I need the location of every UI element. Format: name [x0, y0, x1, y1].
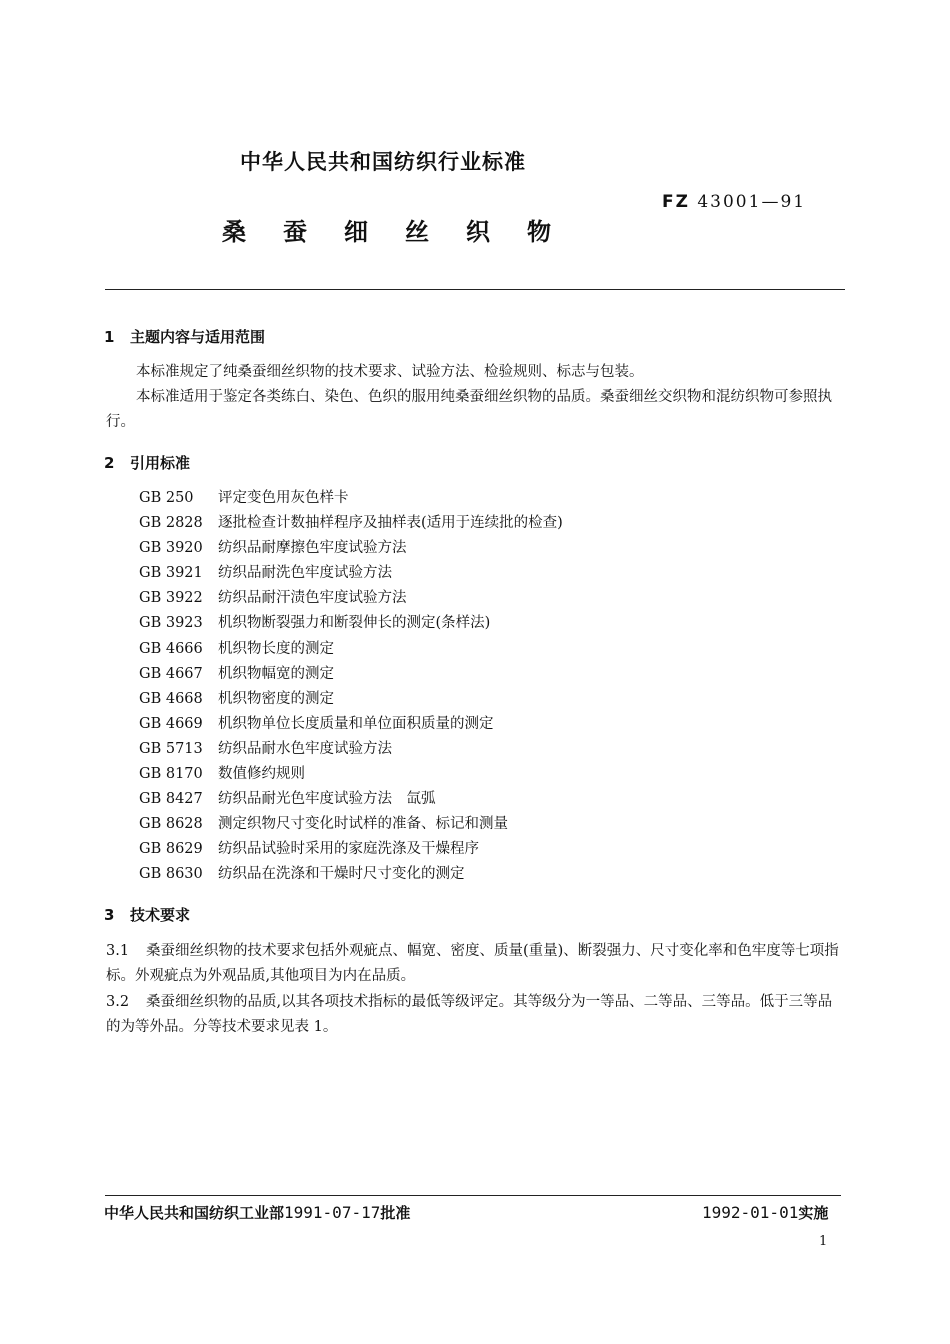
reference-list — [139, 486, 563, 888]
ref-code: GB 8628 — [139, 816, 203, 833]
org-title: 中华人民共和国纺织行业标准 — [240, 150, 526, 174]
clause-text: 桑蚕细丝织物的技术要求包括外观疵点、幅宽、密度、质量(重量)、断裂强力、尺寸变化率和色牢度等七项指标。外观疵点为外观品质,其他项目为内在品质。 — [106, 943, 839, 984]
approval-line — [104, 1202, 410, 1223]
section-number: 3 — [104, 906, 115, 924]
ref-code: GB 8630 — [139, 866, 203, 883]
standard-code-prefix: FZ — [662, 192, 690, 212]
section-title: 技术要求 — [130, 906, 191, 924]
clause-number: 3.2 — [106, 994, 130, 1010]
clause-3-2 — [106, 990, 844, 1040]
document-title: 桑蚕细丝织物 — [222, 218, 588, 246]
section-2-heading — [104, 452, 190, 473]
effective-line — [702, 1202, 828, 1223]
section-number: 1 — [104, 328, 115, 346]
list-item — [139, 837, 563, 862]
clause-3-1 — [106, 939, 844, 989]
ref-code: GB 4666 — [139, 640, 203, 657]
list-item — [139, 511, 563, 536]
paragraph: 本标准适用于鉴定各类练白、染色、色织的服用纯桑蚕细丝织物的品质。桑蚕细丝交织物和混纺织物可参照执行。 — [106, 389, 832, 430]
paragraph: 本标准规定了纯桑蚕细丝织物的技术要求、试验方法、检验规则、标志与包装。 — [136, 364, 644, 380]
ref-code: GB 3923 — [139, 615, 203, 632]
list-item — [139, 762, 563, 787]
footer-divider — [105, 1195, 841, 1196]
section-title: 引用标准 — [130, 454, 191, 472]
ref-title: 纺织品耐洗色牢度试验方法 — [218, 565, 392, 582]
ref-code: GB 5713 — [139, 740, 203, 757]
issuer: 中华人民共和国纺织工业部 — [104, 1204, 285, 1222]
section-title: 主题内容与适用范围 — [130, 328, 266, 346]
section-3-heading — [104, 904, 190, 925]
ref-title: 纺织品在洗涤和干燥时尺寸变化的测定 — [218, 866, 465, 883]
ref-title: 评定变色用灰色样卡 — [218, 490, 349, 506]
approve-date: 1991-07-17 — [284, 1203, 381, 1222]
list-item — [139, 787, 563, 812]
standard-code-number: 43001—91 — [697, 192, 807, 212]
ref-code: GB 8629 — [139, 841, 203, 858]
ref-code: GB 8427 — [139, 791, 203, 808]
ref-code: GB 4669 — [139, 715, 203, 732]
clause-number: 3.1 — [106, 943, 130, 959]
ref-title: 测定织物尺寸变化时试样的准备、标记和测量 — [218, 816, 508, 833]
list-item — [139, 536, 563, 561]
ref-code: GB 3921 — [139, 565, 203, 582]
ref-title: 逐批检查计数抽样程序及抽样表(适用于连续批的检查) — [218, 515, 563, 532]
ref-code: GB 3920 — [139, 540, 203, 557]
standard-code — [662, 192, 806, 212]
list-item — [139, 737, 563, 762]
ref-code: GB 4667 — [139, 665, 203, 682]
ref-title: 机织物长度的测定 — [218, 640, 334, 657]
list-item — [139, 812, 563, 837]
ref-code: GB 2828 — [139, 515, 203, 532]
list-item — [139, 862, 563, 887]
header-divider — [105, 289, 845, 290]
list-item — [139, 486, 563, 511]
ref-code: GB 250 — [139, 490, 194, 506]
ref-code: GB 8170 — [139, 766, 203, 783]
ref-title: 纺织品耐摩擦色牢度试验方法 — [218, 540, 407, 557]
ref-title: 纺织品耐光色牢度试验方法 氙弧 — [218, 791, 436, 808]
list-item — [139, 687, 563, 712]
page-number: 1 — [819, 1234, 828, 1249]
effective-label: 实施 — [798, 1204, 829, 1222]
ref-title: 数值修约规则 — [218, 766, 305, 783]
clause-text: 桑蚕细丝织物的品质,以其各项技术指标的最低等级评定。其等级分为一等品、二等品、三等品。低于三等品的为等外品。分等技术要求见表 1。 — [106, 994, 833, 1035]
approve-label: 批准 — [380, 1204, 411, 1222]
list-item — [139, 611, 563, 636]
ref-title: 机织物密度的测定 — [218, 690, 334, 707]
section-1-heading — [104, 326, 265, 347]
ref-title: 机织物断裂强力和断裂伸长的测定(条样法) — [218, 615, 491, 632]
ref-title: 纺织品试验时采用的家庭洗涤及干燥程序 — [218, 841, 479, 858]
section-number: 2 — [104, 454, 115, 472]
list-item — [139, 561, 563, 586]
ref-code: GB 4668 — [139, 690, 203, 707]
list-item — [139, 712, 563, 737]
effective-date: 1992-01-01 — [702, 1203, 799, 1222]
ref-code: GB 3922 — [139, 590, 203, 607]
ref-title: 机织物单位长度质量和单位面积质量的测定 — [218, 715, 494, 732]
ref-title: 纺织品耐水色牢度试验方法 — [218, 740, 392, 757]
list-item — [139, 637, 563, 662]
list-item — [139, 662, 563, 687]
ref-title: 机织物幅宽的测定 — [218, 665, 334, 682]
list-item — [139, 586, 563, 611]
ref-title: 纺织品耐汗渍色牢度试验方法 — [218, 590, 407, 607]
